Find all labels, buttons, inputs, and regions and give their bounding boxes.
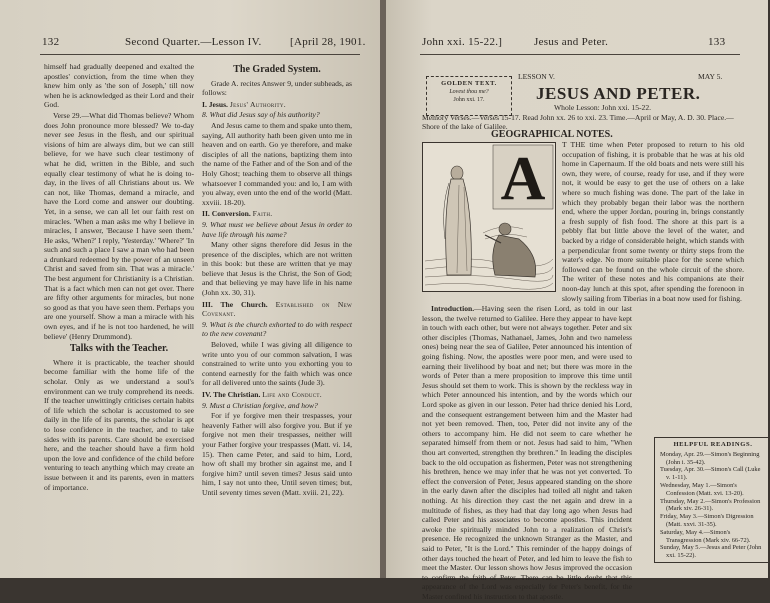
- right-header-rule: [420, 54, 740, 55]
- question: 9. What must we believe about Jesus in order to have life through his name?: [202, 219, 352, 239]
- section-heading-talks: Talks with the Teacher.: [69, 343, 169, 355]
- right-header-ref: John xxi. 15-22.]: [422, 36, 503, 48]
- memory-verses: Memory Verses.—Verses 15-17. Read John xx. 26 to xxi. 23. Time.—April or May, A. D. 30. Place.—Shore of the lake of Galilee.: [422, 113, 734, 132]
- question: 8. What did Jesus say of his authority?: [202, 110, 320, 120]
- right-running-head: Jesus and Peter.: [534, 36, 609, 48]
- golden-text-box: [426, 76, 512, 116]
- golden-text-label: GOLDEN TEXT.: [441, 80, 497, 87]
- lesson-title: JESUS AND PETER.: [536, 84, 701, 103]
- subhead: III. The Church. Established on New Covenant.: [202, 299, 352, 319]
- right-page: [386, 0, 768, 601]
- helpful-readings-box: [654, 437, 770, 563]
- question: 9. What is the church exhorted to do with respect to the new covenant?: [202, 319, 352, 339]
- reading-item: Wednesday, May 1.—Simon's Confession (Matt. xvi. 13-20).: [660, 481, 744, 497]
- question: 9. Must a Christian forgive, and how?: [202, 400, 318, 410]
- whole-lesson: Whole Lesson: John xxi. 15-22.: [554, 103, 652, 112]
- paragraph: Beloved, while I was giving all diligence to write unto you of our common salvation, I was constrained to write unto you exhorting you to contend earnestly for the faith which was once for all delivered unto the saints (Jude 3).: [202, 340, 352, 388]
- reading-item: Monday, Apr. 29.—Simon's Beginning (John i. 35-42).: [660, 450, 760, 466]
- drop-cap-letter: A: [500, 145, 546, 213]
- reading-item: Sunday, May 5.—Jesus and Peter (John xxi. 15-22).: [660, 544, 762, 560]
- section-heading-graded: The Graded System.: [233, 64, 321, 75]
- subhead: IV. The Christian. Life and Conduct.: [202, 390, 322, 399]
- left-page-number: 132: [42, 36, 60, 48]
- reading-item: Saturday, May 4.—Simon's Transgression (Mark xiv. 66-72).: [660, 528, 751, 544]
- left-header-rule: [40, 54, 360, 55]
- left-header-date: [April 28, 1901.: [290, 36, 366, 48]
- reading-item: Friday, May 3.—Simon's Digression (Matt. xxvi. 31-35).: [660, 513, 754, 528]
- geo-notes-paragraph: T THE time when Peter proposed to return to his old occupation of fishing, it is probable that he was at his old home in Capernaum. If the old boats and nets were still his own, they were, of course, ready for use, and if they were not, it would be easy to get the use of others on a lake where so much fishing was done. The part of the lake in which they probably began their labor was the northern end, where the upper Jordan, pouring in, brings constantly a fresh supply of fish food. The shore at this part is a pebbly flat but little above the level of the water, and backed by a ridge of considerable height, which stands with a perpendicular front some twenty or thirty steps from the water's edge. No more suitable place for the scene which followed can be found on the whole circuit of the shore. The writer of these notes and his companions ate their noon-day lunch at this spot, after spending the forenoon in slowly sailing from Tiberias in a boat now used for fishing.: [562, 140, 744, 303]
- reading-item: Tuesday, Apr. 30.—Simon's Call (Luke v. 1-11).: [660, 466, 761, 482]
- paragraph: Verse 29.—What did Thomas believe? Whom does John pronounce more blessed? We to-day never see Jesus in the flesh, and our spiritual visions of him are always dim, but we can still believe, for we have such clear testimony of what he did, written in the Bible, and such equally clear testimony of what he is doing to-day, in the lives of all Christians about us. We can not, like Thomas, demand a miracle, and have the Lord come and answer our doubting. Yet, in a sense, we can all let our faith rest on miracles. 'When a man asks me why I believe in miracles, I answer, 'Because I have seen them.' He asks, 'When?' I reply, 'Yesterday.' 'Where?' 'In such and such a place I saw a man who had been a drunkard redeemed by the power of an unseen Christ and saved from sin. That was a miracle.' The best argument for Christianity is a Christian. That is a fact which men can not get over. There are fifty other arguments for miracles, but none so good as that you have seen them. Perhaps you are one yourself. Show a man a miracle with his own eyes, and if he is not too hardened, he will believe' (Henry Drummond).: [44, 110, 194, 341]
- paragraph: Many other signs therefore did Jesus in the presence of the disciples, which are not written in this book: but these are written that ye may believe that Jesus is the Christ, the Son of God; and that believing ye may have life in his name (John xx. 30, 31).: [202, 240, 352, 298]
- lesson-date: MAY 5.: [698, 72, 723, 81]
- left-column-2: [202, 62, 352, 499]
- left-running-head: Second Quarter.—Lesson IV.: [125, 36, 262, 48]
- left-page: [0, 0, 382, 578]
- helpful-readings-title: HELPFUL READINGS.: [673, 441, 753, 448]
- geographical-notes-heading: GEOGRAPHICAL NOTES.: [491, 129, 613, 140]
- left-column-1: [44, 62, 194, 493]
- paragraph: Where it is practicable, the teacher should become familiar with the home life of the scholar. Only as we understand a soul's environment can we truly comprehend its needs. If the teacher unwittingly criticises certain habits of life which the scholar is accustomed to see daily in the life of its parents, the scholar is apt to lose confidence in the teacher, and to take sides with its parents. Care should be exercised here, and the teacher should have a firm hold upon the love and confidence of the child before venturing to teach anything which may create an issue between it and its parents, even in matters of importance.: [44, 357, 194, 492]
- introduction-paragraph: Introduction.—Having seen the risen Lord, as told in our last lesson, the twelve returned to Galilee. Here they appear to have kept in touch with each other, but were not always together. Peter and six other disciples (Thomas, Nathanael, James, John and two nameless ones) being near the sea of Galilee, Peter announced his intention of going fishing. Now, the apostles were poor men, and were used to earning their livelihood by boat and net; but there was more in the words of Peter than a mere proposition to improve this time until Jesus should set them to work. This is shown by the reckless way in which Peter announced his intention, and by the words which our Lord spoke as given in our lesson. Peter had thrice denied his Lord, and the consequent estrangement between him and the Master had not yet been removed. Then, too, Peter did not invite any of the others to accompany him. He did not seem to care whether he separated himself from them or not. Jesus had said to him, "When thou art converted, strengthen thy brethren." In leading the disciples back to the old occupation as fishermen, Peter was not strengthening his brethren, hence we may infer that he was not yet converted. To effect the conversion of Peter, Jesus appeared standing on the shore in the early dawn after the disciples had toiled all night and taken nothing. At his direction they cast the net again and drew in a multitude of fishes, as they had that day long ago when Jesus had called Peter and his associates to become apostles. This incident awoke the spiritually minded John to a realization of Christ's presence. He recognized the unknown Stranger as the Master, and said to Peter, "It is the Lord." This reminder of the happy doings of other days touched the heart of Peter, and led him to leave the fish to meet the Master. Our lesson shows how Jesus improved the occasion to confirm the faith of Peter. There can be little doubt that this appearance of the Lord was especially for Peter's benefit, for the Master confined his instruction to that apostle.: [422, 304, 632, 601]
- subhead: I. Jesus. Jesus' Authority.: [202, 99, 286, 109]
- golden-text-quote: Lovest thou me?: [449, 89, 489, 95]
- lesson-number: LESSON V.: [518, 72, 555, 81]
- paragraph: For if ye forgive men their trespasses, your heavenly Father will also forgive you. But if ye forgive not men their trespasses, neither will your Father forgive your trespasses (Matt. vi. 14, 15). Then came Peter, and said to him, Lord, how oft shall my brother sin against me, and I forgive him? until seven times? Jesus said unto him, I say not unto thee, Until seven times; but, Until seventy times seven (Matt. xviii. 21, 22).: [202, 411, 352, 497]
- subhead: II. Conversion. Faith.: [202, 209, 273, 219]
- paragraph: And Jesus came to them and spake unto them, saying, All authority hath been given unto me in heaven and on earth. Go ye therefore, and make disciples of all the nations, baptizing them into the name of the Father and of the Son and of the Holy Ghost; teaching them to observe all things whatsoever I commanded you: and lo, I am with you alway, even unto the end of the world (Matt. xxviii. 18-20).: [202, 120, 352, 207]
- golden-text-ref: John xxi. 17.: [453, 97, 485, 103]
- paragraph: Grade A. recites Answer 9, under subheads, as follows:: [202, 78, 352, 98]
- reading-item: Thursday, May 2.—Simon's Profession (Mark xiv. 26-31).: [660, 497, 761, 513]
- paragraph: himself had gradually deepened and exalted the apostles' conviction, from the time when they knew him only as 'the son of Joseph,' till now when he is acknowledged as their Lord and their God.: [44, 62, 194, 110]
- right-page-number: 133: [708, 36, 726, 48]
